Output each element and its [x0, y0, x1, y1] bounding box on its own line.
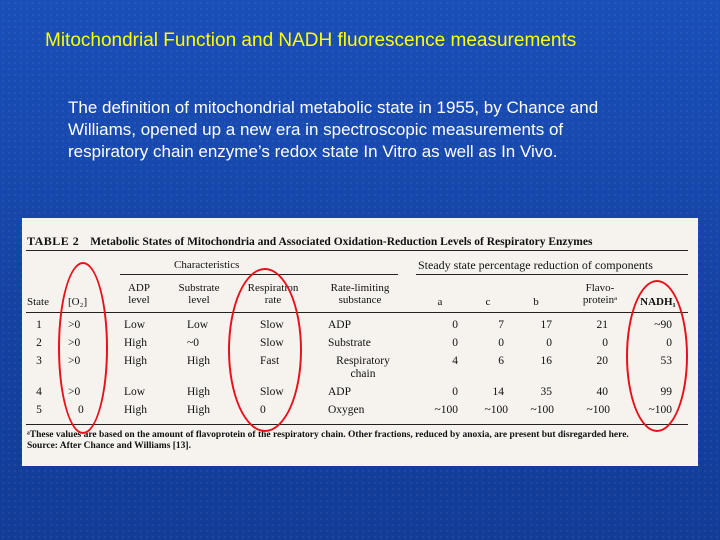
r1-rate-limiting: ADP: [328, 319, 352, 331]
r5-flavo: ~100: [586, 404, 610, 416]
r4-o2: >0: [68, 386, 81, 398]
r1-nadh: ~90: [654, 319, 672, 331]
r1-b: 17: [540, 319, 552, 331]
col-rate-limiting: Rate-limiting substance: [330, 282, 390, 306]
r1-a: 0: [452, 319, 458, 331]
r2-a: 0: [452, 337, 458, 349]
group-characteristics: Characteristics: [174, 259, 240, 271]
r1-flavo: 21: [596, 319, 608, 331]
r3-nadh: 53: [660, 355, 672, 367]
col-adp: ADP level: [127, 282, 150, 306]
table-caption: [27, 234, 592, 249]
group-reduction: Steady state percentage reduction of components: [418, 258, 653, 272]
r2-substrate: ~0: [187, 337, 199, 349]
r2-respiration: Slow: [260, 337, 284, 349]
r5-c: ~100: [484, 404, 508, 416]
reduction-rule: [416, 274, 688, 275]
col-a: a: [437, 296, 443, 308]
r1-adp: Low: [124, 319, 146, 331]
r3-substrate: High: [187, 355, 210, 367]
r2-adp: High: [124, 337, 147, 349]
slide-body-text: The definition of mitochondrial metabolic state in 1955, by Chance and Williams, opened up a new era in spectroscopic measurements of respiratory chain enzyme’s redox state In Vitro as well as In Vivo.: [68, 98, 599, 161]
r4-a: 0: [452, 386, 458, 398]
r4-rate-limiting: ADP: [328, 386, 352, 398]
r4-c: 14: [492, 386, 504, 398]
col-c: c: [485, 296, 491, 308]
r3-o2: >0: [68, 355, 81, 367]
r4-nadh: 99: [660, 386, 672, 398]
r2-state: 2: [36, 337, 42, 349]
top-rule: [26, 250, 688, 251]
col-substrate: Substrate level: [178, 282, 220, 306]
r5-substrate: High: [187, 404, 210, 416]
r5-rate-limiting: Oxygen: [328, 404, 365, 416]
source-text: Source: After Chance and Williams [13].: [27, 441, 191, 451]
col-b: b: [533, 296, 539, 308]
col-state: State: [27, 296, 49, 308]
r2-c: 0: [498, 337, 504, 349]
r1-respiration: Slow: [260, 319, 284, 331]
r2-b: 0: [546, 337, 552, 349]
r4-b: 35: [540, 386, 552, 398]
r2-nadh: 0: [666, 337, 672, 349]
r3-rate-limiting: Respiratory chain: [336, 355, 390, 380]
r4-flavo: 40: [596, 386, 608, 398]
r1-state: 1: [36, 319, 42, 331]
table-title: Metabolic States of Mitochondria and Associated Oxidation-Reduction Levels of Respiratory Enzymes: [90, 236, 593, 248]
r5-adp: High: [124, 404, 147, 416]
r1-c: 7: [498, 319, 504, 331]
r2-flavo: 0: [602, 337, 608, 349]
highlight-oval-respiration: [228, 268, 302, 432]
col-o2: [O₂]: [68, 296, 88, 308]
r3-b: 16: [540, 355, 552, 367]
r4-substrate: High: [187, 386, 210, 398]
col-flavoprotein: Flavo-proteinᵃ: [582, 282, 618, 306]
r5-respiration: 0: [260, 404, 266, 416]
r3-a: 4: [452, 355, 458, 367]
metabolic-states-table: [22, 218, 698, 466]
r4-state: 4: [36, 386, 42, 398]
slide-title: Mitochondrial Function and NADH fluorescence measurements: [45, 30, 577, 51]
r3-c: 6: [498, 355, 504, 367]
r4-adp: Low: [124, 386, 146, 398]
r3-respiration: Fast: [260, 355, 280, 367]
table-label: TABLE 2: [27, 234, 80, 248]
table-footnote: [27, 430, 647, 452]
r3-state: 3: [36, 355, 42, 367]
r5-nadh: ~100: [648, 404, 672, 416]
r5-b: ~100: [530, 404, 554, 416]
r5-o2: 0: [78, 404, 84, 416]
highlight-oval-o2: [58, 262, 108, 434]
col-respiration: Respiration rate: [247, 282, 299, 306]
footnote-text: ᵃThese values are based on the amount of flavoprotein of the respiratory chain. Other fractions, reduced by anoxia, are present but disregarded here.: [27, 430, 629, 440]
r1-o2: >0: [68, 319, 81, 331]
r5-state: 5: [36, 404, 42, 416]
r5-a: ~100: [434, 404, 458, 416]
r3-flavo: 20: [596, 355, 608, 367]
r2-o2: >0: [68, 337, 81, 349]
r4-respiration: Slow: [260, 386, 284, 398]
bottom-rule: [26, 424, 688, 425]
r2-rate-limiting: Substrate: [328, 337, 371, 349]
r3-adp: High: [124, 355, 147, 367]
r1-substrate: Low: [187, 319, 209, 331]
highlight-oval-nadh: [626, 280, 688, 432]
header-rule: [26, 312, 688, 313]
col-nadh: NADH₁: [640, 296, 676, 308]
